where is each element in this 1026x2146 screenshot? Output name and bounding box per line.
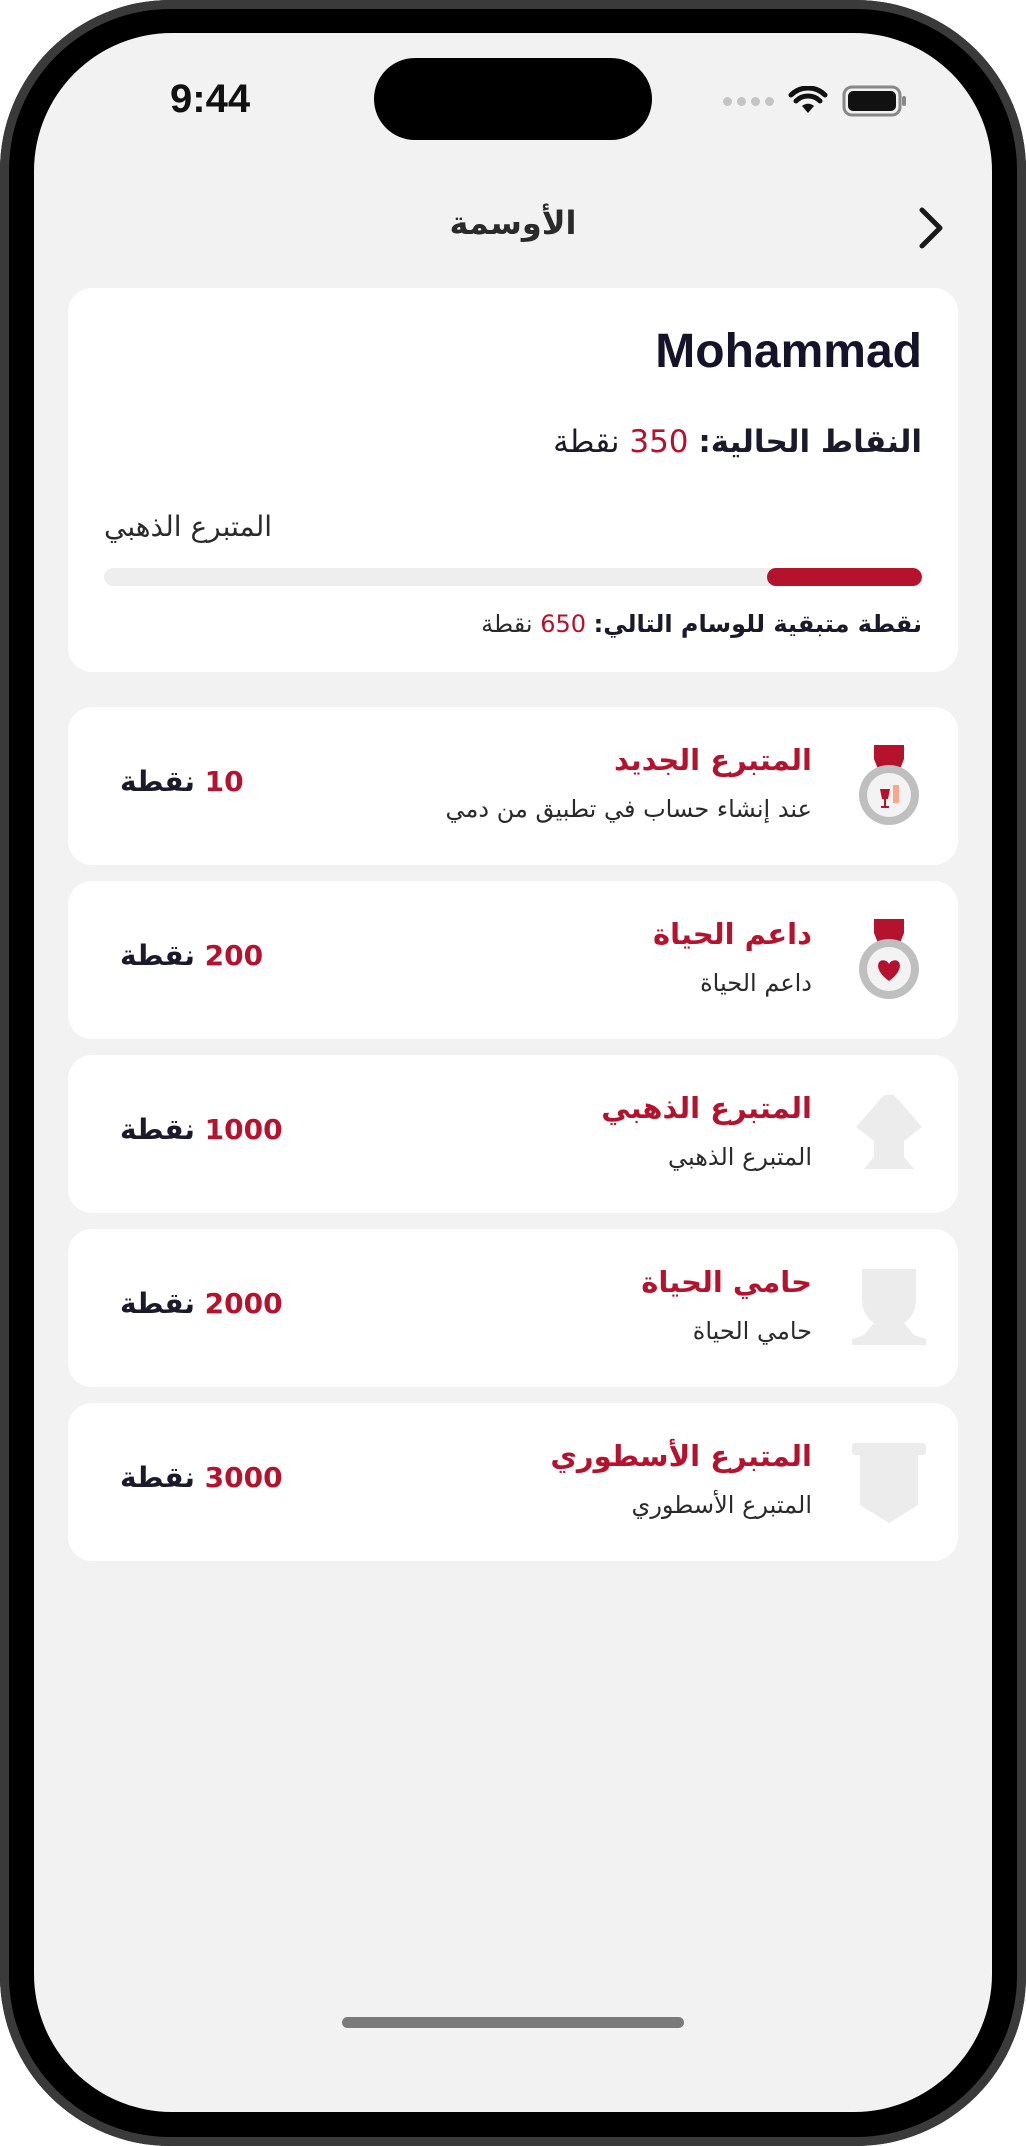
badge-card[interactable] <box>68 707 958 865</box>
status-icons <box>723 85 908 117</box>
remaining-points-value: 650 <box>540 610 586 638</box>
progress-bar-fill <box>767 568 922 586</box>
medal-blood-drop-icon <box>850 743 928 829</box>
badge-card[interactable] <box>68 1403 958 1561</box>
badge-title: المتبرع الأسطوري <box>550 1439 812 1473</box>
badge-description: حامي الحياة <box>692 1317 812 1345</box>
badge-title: المتبرع الذهبي <box>601 1091 812 1125</box>
wifi-icon <box>788 86 828 116</box>
app-screen <box>34 33 992 2112</box>
badge-points-unit: نقطة <box>120 765 195 798</box>
back-chevron-icon[interactable] <box>910 202 950 254</box>
badge-title: داعم الحياة <box>652 917 812 951</box>
current-points-value: 350 <box>629 424 689 460</box>
remaining-points-unit: نقطة <box>481 610 533 638</box>
medal-heart-icon <box>850 917 928 1003</box>
progress-bar <box>104 568 922 586</box>
badge-points <box>120 1461 283 1494</box>
badge-points-value: 200 <box>204 939 264 972</box>
badge-description: المتبرع الأسطوري <box>631 1491 812 1519</box>
page-title: الأوسمة <box>449 204 577 242</box>
badge-points-value: 3000 <box>204 1461 283 1494</box>
badge-points-unit: نقطة <box>120 1113 195 1146</box>
battery-icon <box>842 85 908 117</box>
badge-card[interactable] <box>68 1229 958 1387</box>
badge-points-unit: نقطة <box>120 1287 195 1320</box>
cellular-signal-icon <box>723 97 774 106</box>
badge-title: المتبرع الجديد <box>613 743 812 777</box>
badge-points <box>120 939 263 972</box>
badge-points-value: 1000 <box>204 1113 283 1146</box>
current-badge-name: المتبرع الذهبي <box>104 510 273 543</box>
current-points-label: النقاط الحالية: <box>698 424 922 460</box>
remaining-points <box>481 610 922 638</box>
badge-card[interactable] <box>68 881 958 1039</box>
badge-points <box>120 1113 283 1146</box>
points-summary-card <box>68 288 958 672</box>
remaining-points-label: نقطة متبقية للوسام التالي: <box>593 610 922 638</box>
user-name: Mohammad <box>655 325 922 378</box>
home-indicator[interactable] <box>342 2017 684 2028</box>
badge-points-unit: نقطة <box>120 939 195 972</box>
badge-points-value: 10 <box>204 765 244 798</box>
badge-title: حامي الحياة <box>641 1265 812 1299</box>
badge-points-unit: نقطة <box>120 1461 195 1494</box>
badge-description: داعم الحياة <box>700 969 812 997</box>
badge-description: المتبرع الذهبي <box>667 1143 812 1171</box>
badge-points <box>120 1287 283 1320</box>
status-time: 9:44 <box>170 77 251 121</box>
locked-diamond-badge-icon <box>850 1091 928 1177</box>
badge-description: عند إنشاء حساب في تطبيق من دمي <box>445 795 812 823</box>
current-points-unit: نقطة <box>553 424 620 460</box>
badge-card[interactable] <box>68 1055 958 1213</box>
current-points <box>553 424 922 460</box>
locked-banner-badge-icon <box>850 1439 928 1525</box>
badge-points-value: 2000 <box>204 1287 283 1320</box>
navigation-header <box>34 198 992 258</box>
locked-shield-badge-icon <box>850 1265 928 1351</box>
badge-points <box>120 765 244 798</box>
dynamic-island <box>374 58 652 140</box>
